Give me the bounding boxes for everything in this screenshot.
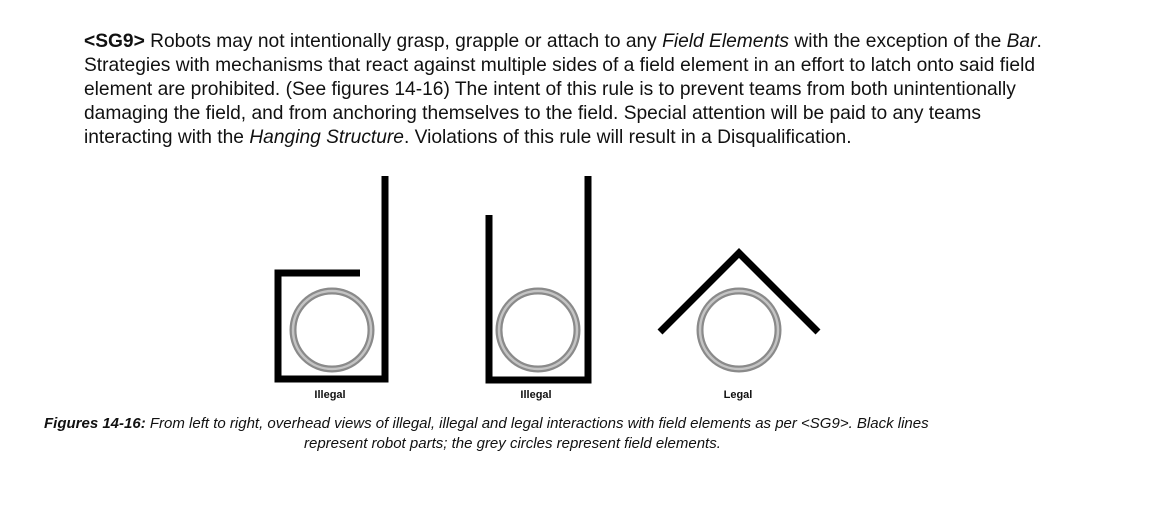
rule-text-4: . Violations of this rule will result in a Disqualification.: [403, 127, 852, 148]
figure-1-label: Illegal: [314, 389, 346, 401]
figure-caption: [44, 414, 1044, 454]
figure-3-label: Legal: [723, 389, 753, 401]
term-bar: Bar: [1006, 31, 1037, 52]
rule-text-2: with the exception of the: [789, 31, 1007, 52]
figure-2: [489, 176, 588, 401]
rule-text-3: . Strategies with mechanisms that react against multiple sides of a field element in an effort to latch onto said field element are prohibited. (See figures 14-16) The intent of this rule is to prevent teams from both unintentionally damaging the field, and from anchoring themselves to the field. Special attention will be paid to any teams interacting with the: [84, 31, 1042, 148]
field-element-circle-highlight: [293, 291, 371, 369]
term-field-elements: Field Elements: [662, 31, 790, 52]
field-element-circle-highlight: [700, 291, 778, 369]
figures-illustration: [0, 170, 1166, 410]
field-element-circle-highlight: [499, 291, 577, 369]
caption-line-1: From left to right, overhead views of illegal, illegal and legal interactions with field elements as per <SG9>. Black lines: [145, 415, 929, 432]
rule-id: <SG9>: [84, 31, 145, 52]
caption-lead: Figures 14-16:: [44, 415, 146, 432]
rule-paragraph: [84, 30, 1074, 150]
figure-3: [660, 253, 818, 401]
figure-2-label: Illegal: [520, 389, 552, 401]
rule-text-1: Robots may not intentionally grasp, grapple or attach to any: [144, 31, 663, 52]
caption-line-2: represent robot parts; the grey circles represent field elements.: [304, 435, 721, 452]
figure-1: [278, 176, 385, 401]
term-hanging-structure: Hanging Structure: [249, 127, 404, 148]
